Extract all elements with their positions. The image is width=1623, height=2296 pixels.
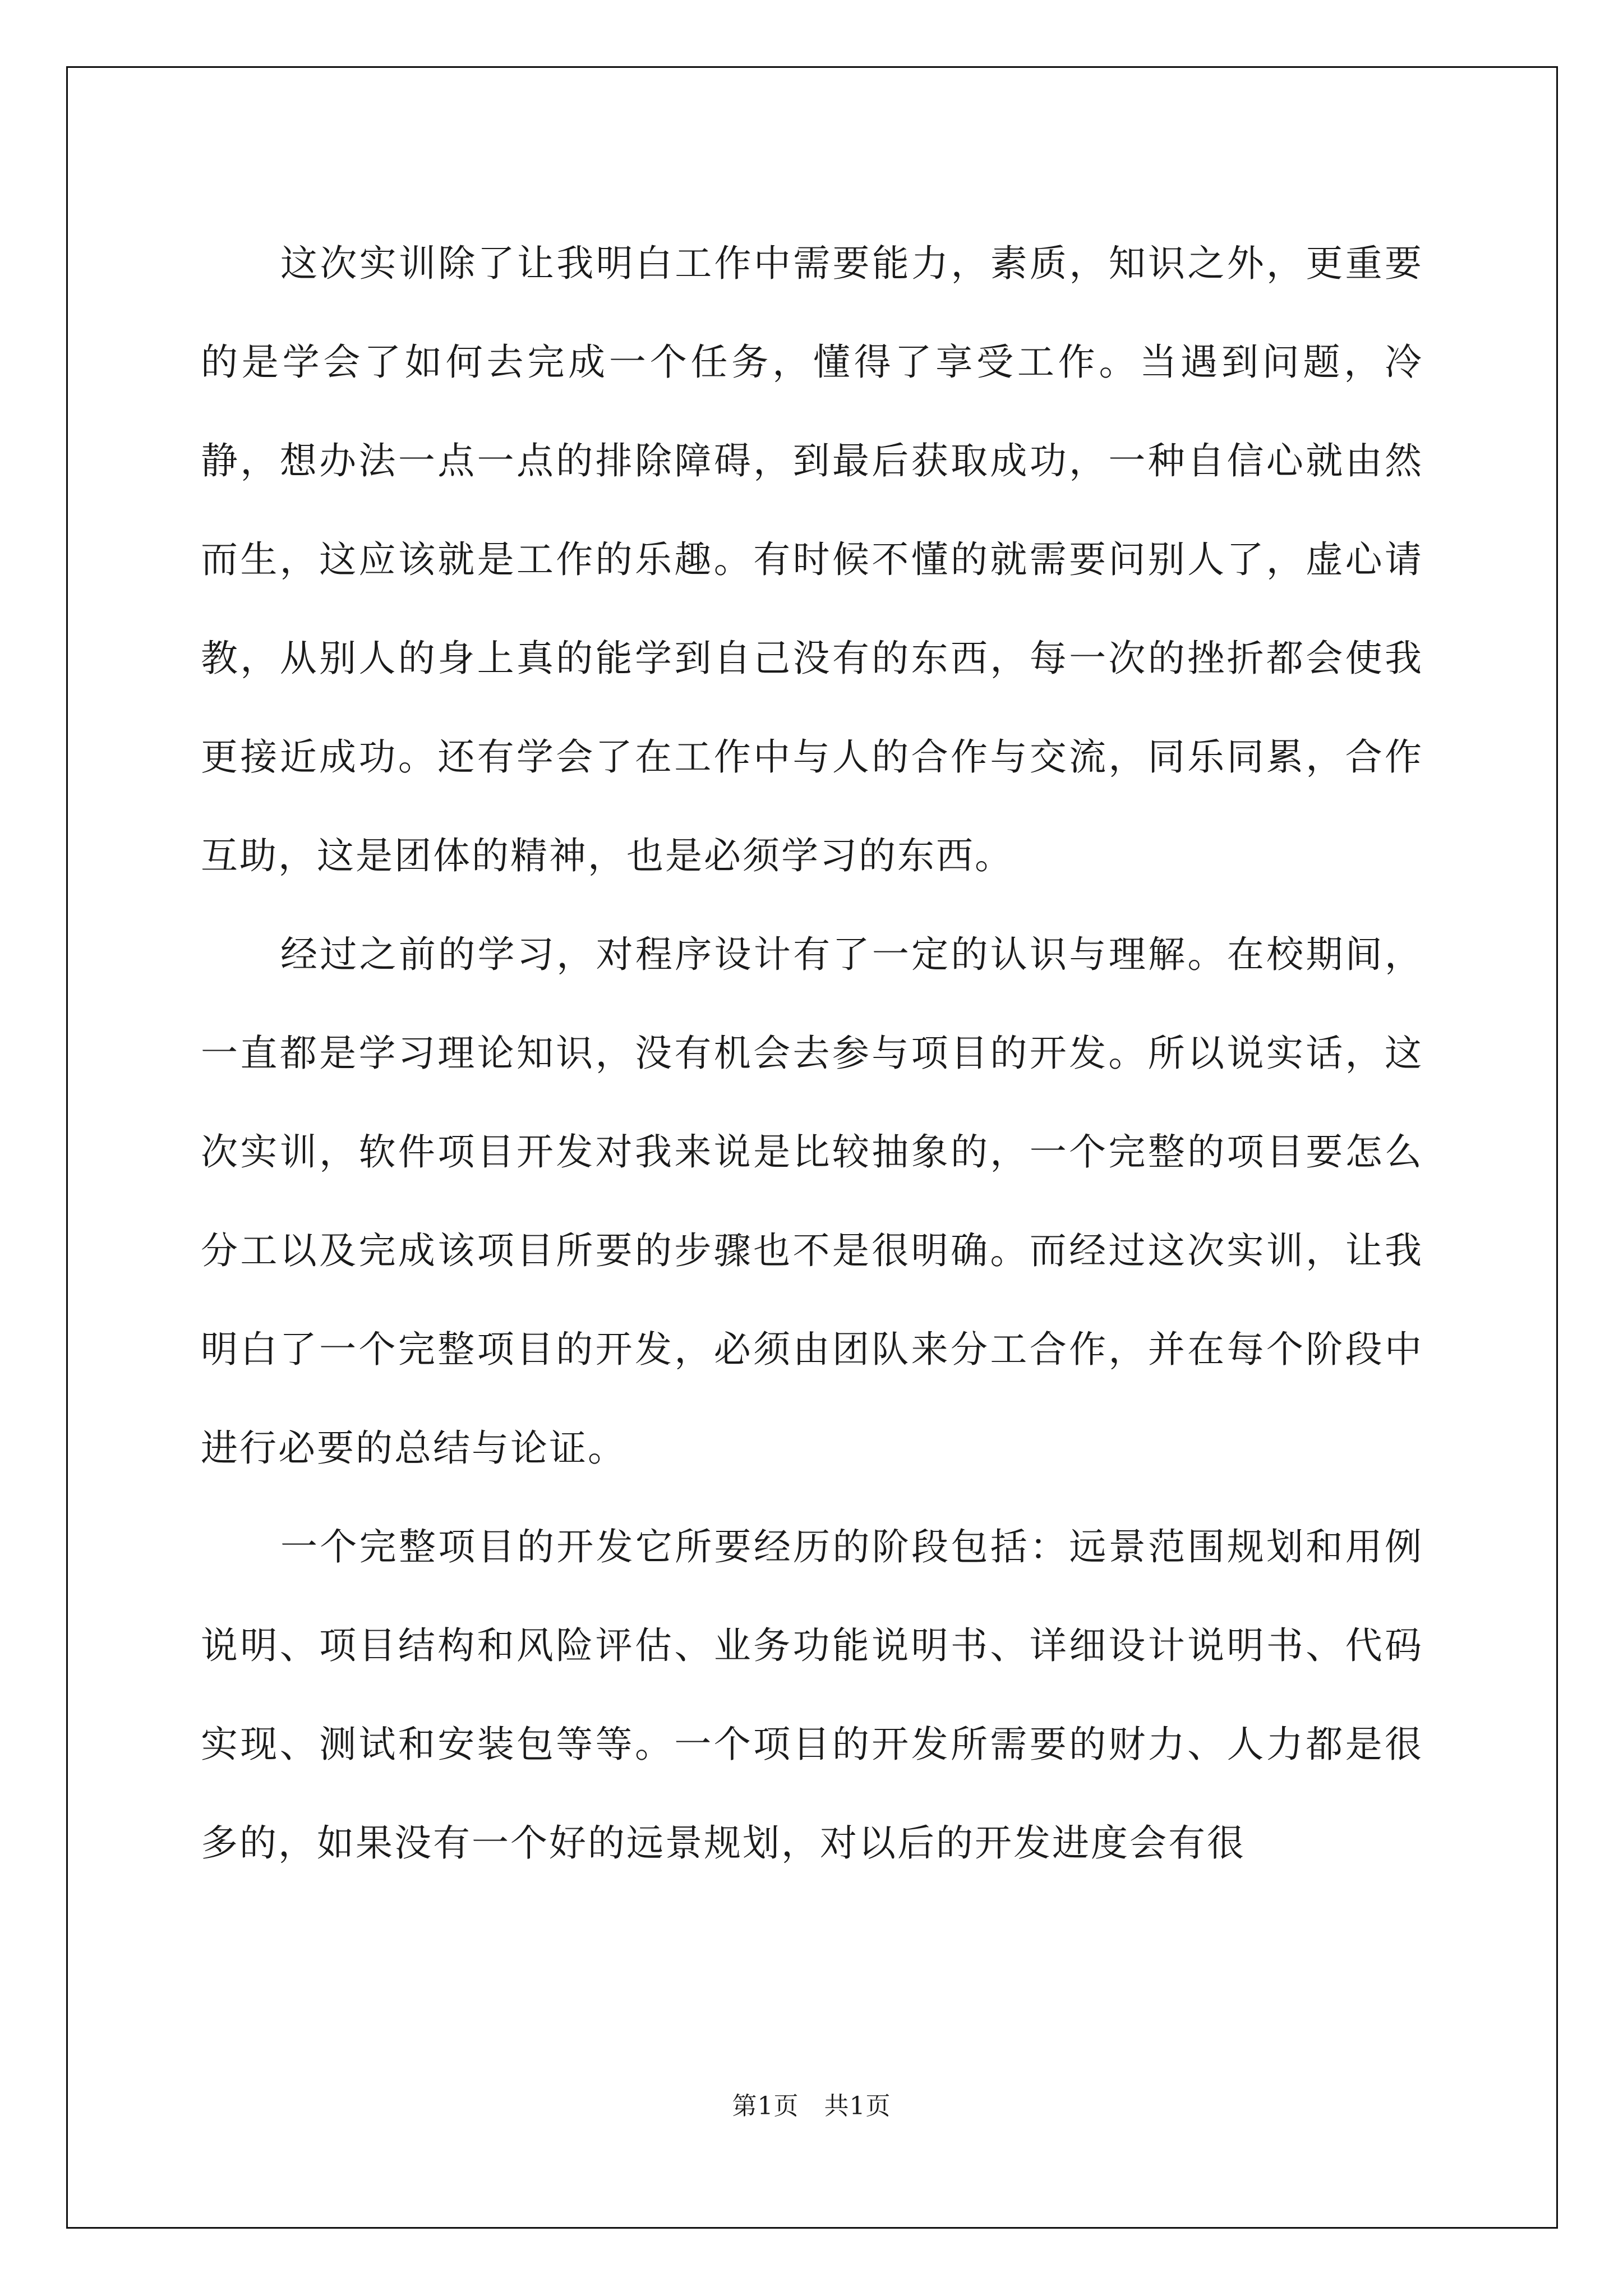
page-number-total: 共1页 [824, 2092, 891, 2120]
page-number-current: 第1页 [732, 2092, 799, 2120]
paragraph-2: 经过之前的学习，对程序设计有了一定的认识与理解。在校期间，一直都是学习理论知识，没有机会去参与项目的开发。所以说实话，这次实训，软件项目开发对我来说是比较抽象的，一个完整的项目要怎么分工以及完成该项目所要的步骤也不是很明确。而经过这次实训，让我明白了一个完整项目的开发，必须由团队来分工合作，并在每个阶段中进行必要的总结与论证。 [201, 933, 1423, 1470]
document-body [201, 214, 1423, 1893]
paragraph-3: 一个完整项目的开发它所要经历的阶段包括：远景范围规划和用例说明、项目结构和风险评估、业务功能说明书、详细设计说明书、代码实现、测试和安装包等等。一个项目的开发所需要的财力、人力都是很多的，如果没有一个好的远景规划，对以后的开发进度会有很 [201, 1525, 1423, 1865]
page-footer [0, 2090, 1623, 2123]
paragraph-1: 这次实训除了让我明白工作中需要能力，素质，知识之外，更重要的是学会了如何去完成一个任务，懂得了享受工作。当遇到问题，冷静，想办法一点一点的排除障碍，到最后获取成功，一种自信心就由然而生，这应该就是工作的乐趣。有时候不懂的就需要问别人了，虚心请教，从别人的身上真的能学到自己没有的东西，每一次的挫折都会使我更接近成功。还有学会了在工作中与人的合作与交流，同乐同累，合作互助，这是团体的精神，也是必须学习的东西。 [201, 242, 1423, 877]
